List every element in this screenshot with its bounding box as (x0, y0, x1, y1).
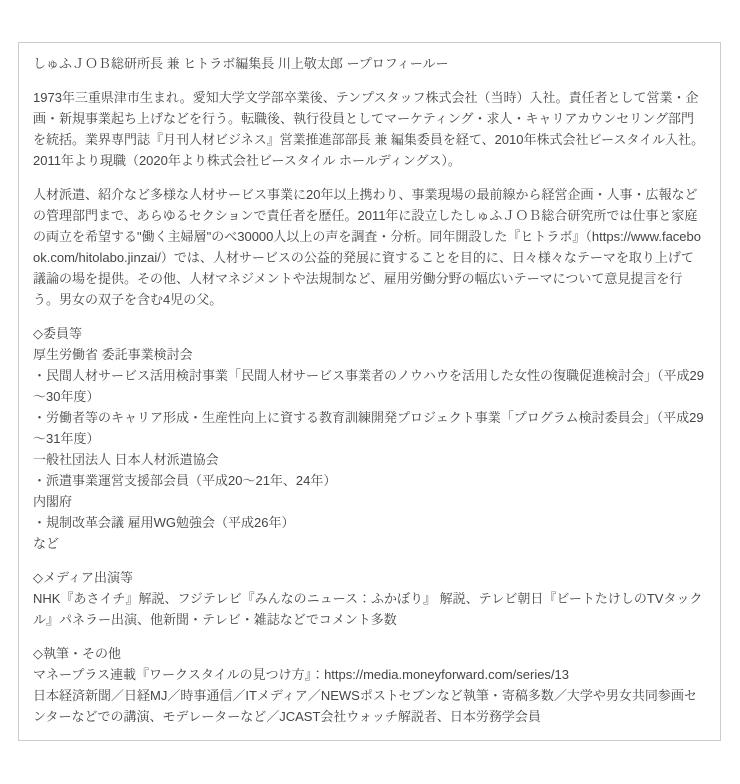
section-heading: ◇メディア出演等 (33, 570, 133, 585)
profile-content (33, 53, 706, 727)
profile-paragraph: など (33, 536, 60, 551)
profile-title: しゅふＪＯＢ総研所長 兼 ヒトラボ編集長 川上敬太郎 ープロフィールー (33, 56, 449, 71)
profile-paragraph: 厚生労働省 委託事業検討会 (33, 347, 193, 362)
profile-paragraph: 人材派遣、紹介など多様な人材サービス事業に20年以上携わり、事業現場の最前線から経営企画・人事・広報などの管理部門まで、あらゆるセクションで責任者を歴任。2011年に設立したしゅふＪＯＢ総合研究所では仕事と家庭の両立を希望する"働く主婦層"のべ30000人以上の声を調査・分析。同年開設した『ヒトラボ』（https://www.facebook.com/hitolabo.jinzai/）では、人材サービスの公益的発展に資することを目的に、日々様々なテーマを取り上げて議論の場を提供。その他、人材マネジメントや法規制など、雇用労働分野の幅広いテーマについて意見提言を行う。男女の双子を含む4児の父。 (33, 187, 701, 307)
profile-box (18, 42, 721, 741)
profile-paragraph: NHK『あさイチ』解説、フジテレビ『みんなのニュース：ふかぼり』 解説、テレビ朝日『ビートたけしのTVタックル』パネラー出演、他新聞・テレビ・雑誌などでコメント多数 (33, 591, 703, 627)
profile-paragraph: 日本経済新聞／日経MJ／時事通信／ITメディア／NEWSポストセブンなど執筆・寄稿多数／大学や男女共同参画センターなどでの講演、モデレーターなど／JCAST会社ウォッチ解説者、日本労務学会員 (33, 688, 697, 724)
profile-paragraph: 1973年三重県津市生まれ。愛知大学文学部卒業後、テンプスタッフ株式会社（当時）入社。責任者として営業・企画・新規事業起ち上げなどを行う。転職後、執行役員としてマーケティング・求人・キャリアカウンセリング部門を統括。業界専門誌『月刊人材ビジネス』営業推進部部長 兼 編集委員を経て、2010年株式会社ビースタイル入社。2011年より現職（2020年より株式会社ビースタイル ホールディングス）。 (33, 90, 705, 168)
profile-paragraph: ・派遣事業運営支援部会員（平成20～21年、24年） (33, 473, 337, 488)
paragraph-gap (33, 74, 706, 87)
profile-paragraph: ・規制改革会議 雇用WG勉強会（平成26年） (33, 515, 295, 530)
profile-paragraph: マネープラス連載『ワークスタイルの見つけ方』：https://media.moneyforward.com/series/13 (33, 667, 570, 682)
paragraph-gap (33, 310, 706, 323)
section-heading: ◇委員等 (33, 326, 82, 341)
profile-paragraph: 内閣府 (33, 494, 73, 509)
paragraph-gap (33, 630, 706, 643)
paragraph-gap (33, 554, 706, 567)
profile-paragraph: 一般社団法人 日本人材派遣協会 (33, 452, 219, 467)
section-heading: ◇執筆・その他 (33, 646, 121, 661)
profile-paragraph: ・民間人材サービス活用検討事業「民間人材サービス事業者のノウハウを活用した女性の復職促進検討会」（平成29～30年度） (33, 368, 704, 404)
profile-paragraph: ・労働者等のキャリア形成・生産性向上に資する教育訓練開発プロジェクト事業「プログラム検討委員会」（平成29～31年度） (33, 410, 704, 446)
paragraph-gap (33, 171, 706, 184)
